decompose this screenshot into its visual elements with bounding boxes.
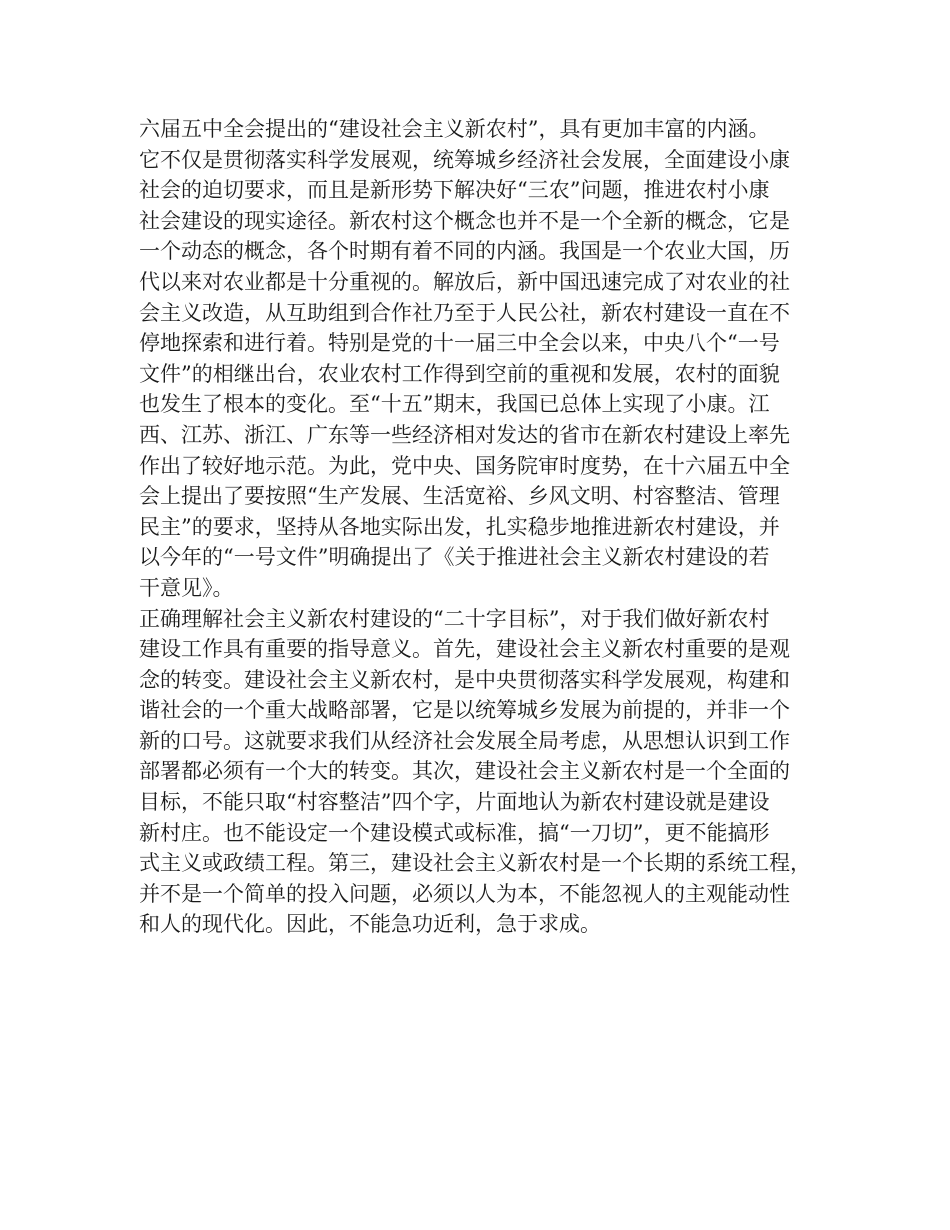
text-line: 和人的现代化。因此，不能急功近利，急于求成。 bbox=[139, 912, 601, 937]
paragraph-2 bbox=[139, 604, 829, 941]
text-line: 念的转变。建设社会主义新农村，是中央贯彻落实科学发展观，构建和 bbox=[139, 667, 790, 692]
text-line: 以今年的“一号文件”明确提出了《关于推进社会主义新农村建设的若 bbox=[139, 545, 770, 570]
text-line: 它不仅是贯彻落实科学发展观，统筹城乡经济社会发展，全面建设小康 bbox=[139, 147, 790, 172]
text-line: 社会建设的现实途径。新农村这个概念也并不是一个全新的概念，它是 bbox=[139, 208, 790, 233]
text-line: 一个动态的概念，各个时期有着不同的内涵。我国是一个农业大国，历 bbox=[139, 239, 790, 264]
document-body bbox=[139, 114, 829, 940]
text-line: 新村庄。也不能设定一个建设模式或标准，搞“一刀切”，更不能搞形 bbox=[139, 820, 770, 845]
text-line: 部署都必须有一个大的转变。其次，建设社会主义新农村是一个全面的 bbox=[139, 759, 790, 784]
text-line: 代以来对农业都是十分重视的。解放后，新中国迅速完成了对农业的社 bbox=[139, 269, 790, 294]
text-line: 也发生了根本的变化。至“十五”期末，我国已总体上实现了小康。江 bbox=[139, 392, 770, 417]
text-line: 式主义或政绩工程。第三，建设社会主义新农村是一个长期的系统工程， bbox=[139, 851, 811, 876]
text-line: 停地探索和进行着。特别是党的十一届三中全会以来，中央八个“一号 bbox=[139, 331, 780, 356]
text-line: 民主”的要求，坚持从各地实际出发，扎实稳步地推进新农村建设，并 bbox=[139, 514, 780, 539]
text-line: 社会的迫切要求，而且是新形势下解决好“三农”问题，推进农村小康 bbox=[139, 178, 770, 203]
text-line: 谐社会的一个重大战略部署，它是以统筹城乡发展为前提的，并非一个 bbox=[139, 698, 790, 723]
text-line: 会上提出了要按照“生产发展、生活宽裕、乡风文明、村容整洁、管理 bbox=[139, 484, 780, 509]
text-line: 作出了较好地示范。为此，党中央、国务院审时度势，在十六届五中全 bbox=[139, 453, 790, 478]
paragraph-1 bbox=[139, 114, 829, 604]
text-line: 干意见》。 bbox=[139, 575, 234, 600]
text-line: 西、江苏、浙江、广东等一些经济相对发达的省市在新农村建设上率先 bbox=[139, 422, 790, 447]
text-line: 建设工作具有重要的指导意义。首先，建设社会主义新农村重要的是观 bbox=[139, 637, 790, 662]
text-line: 文件”的相继出台，农业农村工作得到空前的重视和发展，农村的面貌 bbox=[139, 361, 780, 386]
text-line: 并不是一个简单的投入问题，必须以人为本，不能忽视人的主观能动性 bbox=[139, 881, 790, 906]
text-line: 正确理解社会主义新农村建设的“二十字目标”，对于我们做好新农村 bbox=[139, 606, 770, 631]
text-line: 新的口号。这就要求我们从经济社会发展全局考虑，从思想认识到工作 bbox=[139, 728, 790, 753]
text-line: 目标，不能只取“村容整洁”四个字，片面地认为新农村建设就是建设 bbox=[139, 790, 770, 815]
text-line: 会主义改造，从互助组到合作社乃至于人民公社，新农村建设一直在不 bbox=[139, 300, 790, 325]
text-line: 六届五中全会提出的“建设社会主义新农村”，具有更加丰富的内涵。 bbox=[139, 117, 770, 141]
